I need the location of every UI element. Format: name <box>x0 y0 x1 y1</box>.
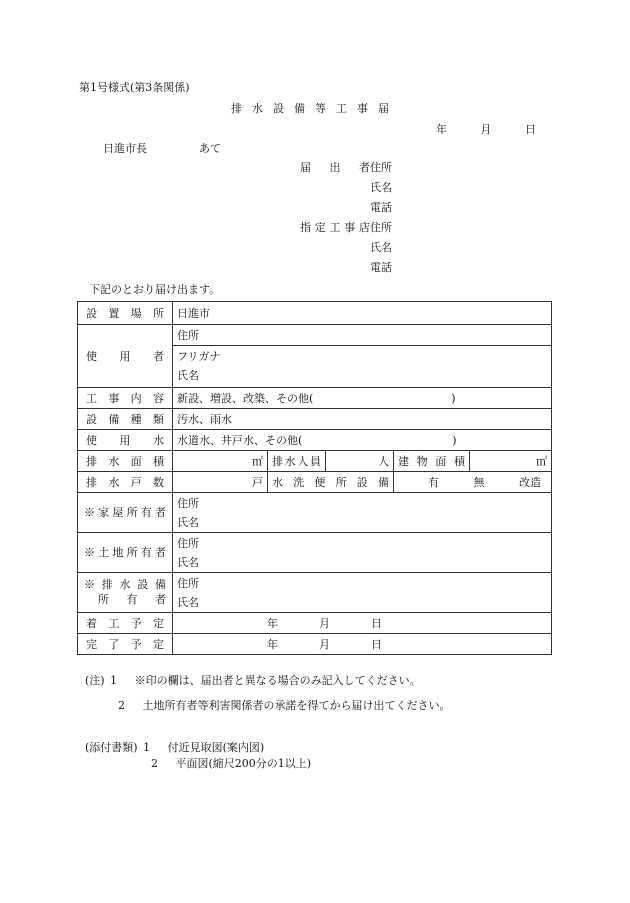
finish-month: 月 <box>319 637 330 651</box>
note-1-text: ※印の欄は、届出者と異なる場合のみ記入してください。 <box>134 674 421 687</box>
equipment-field[interactable]: 汚水、雨水 <box>173 409 552 430</box>
finish-day: 日 <box>371 637 382 651</box>
drain-area-field[interactable]: ㎡ <box>173 451 268 472</box>
form-number: 第1号様式(第3条関係) <box>79 81 190 94</box>
row-areas <box>78 451 552 472</box>
water-label: 使用水 <box>78 430 173 451</box>
note-2 <box>118 700 451 711</box>
notes-prefix: (注) <box>85 674 105 687</box>
date-month: 月 <box>480 123 492 136</box>
submission-date[interactable] <box>436 124 536 135</box>
row-water <box>78 430 552 451</box>
finish-field[interactable] <box>173 634 552 655</box>
row-work <box>78 388 552 409</box>
equip-owner-label-line2: 所有者 <box>98 592 166 606</box>
note-1 <box>85 675 421 686</box>
applicant-name-label: 氏名 <box>370 181 392 194</box>
start-label: 着工予定 <box>78 613 173 634</box>
attachments-prefix: (添付書類) <box>85 741 138 754</box>
applicant-name-row[interactable] <box>370 182 392 193</box>
building-area-field[interactable]: ㎡ <box>470 451 552 472</box>
attachment-2-text: 平面図(縮尺200分の1以上) <box>175 757 312 770</box>
contractor-name-label: 氏名 <box>370 241 392 254</box>
house-owner-address-label: 住所 <box>177 496 199 510</box>
date-day: 日 <box>525 123 536 136</box>
date-year: 年 <box>436 123 447 136</box>
households-field[interactable]: 戸 <box>173 472 268 493</box>
note-1-number: 1 <box>110 674 118 687</box>
equip-owner-name-label: 氏名 <box>177 595 199 609</box>
attachment-2 <box>151 758 311 769</box>
equip-owner-address-label: 住所 <box>177 576 199 590</box>
addressee-suffix: あて <box>199 142 221 155</box>
start-day: 日 <box>371 616 382 630</box>
row-start <box>78 613 552 634</box>
attachment-2-number: 2 <box>151 757 158 770</box>
equip-owner-field[interactable] <box>173 573 552 613</box>
drain-people-field[interactable]: 人 <box>326 451 394 472</box>
user-label: 使用者 <box>78 325 173 388</box>
equip-owner-label-line1: ※排水設備 <box>84 577 166 591</box>
applicant-label: 届出者 <box>300 161 370 174</box>
row-house-owner <box>78 493 552 533</box>
start-field[interactable] <box>173 613 552 634</box>
addressee-name: 日進市長 <box>103 142 147 155</box>
location-label: 設置場所 <box>78 302 173 325</box>
document-title: 排水設備等工事届 <box>231 102 399 115</box>
water-options: 水道水、井戸水、その他( <box>177 433 303 447</box>
land-owner-field[interactable] <box>173 533 552 573</box>
equip-owner-label <box>78 573 173 613</box>
row-location <box>78 302 552 325</box>
addressee <box>103 143 221 154</box>
attachment-1-number: 1 <box>143 741 151 754</box>
row-user <box>78 325 552 388</box>
equipment-label: 設備種類 <box>78 409 173 430</box>
attachment-1 <box>85 742 264 753</box>
land-owner-address-label: 住所 <box>177 536 199 550</box>
applicant-phone-row[interactable] <box>370 202 392 213</box>
contractor-name-row[interactable] <box>370 242 392 253</box>
flush-toilet-field[interactable] <box>394 472 552 493</box>
user-name-label: 氏名 <box>177 368 199 382</box>
house-owner-name-label: 氏名 <box>177 515 199 529</box>
building-area-label: 建物面積 <box>394 451 470 472</box>
water-field[interactable] <box>173 430 552 451</box>
land-owner-name-label: 氏名 <box>177 555 199 569</box>
contractor-phone-label: 電話 <box>370 261 392 274</box>
applicant-address-row[interactable] <box>300 162 392 173</box>
applicant-address-label: 住所 <box>370 161 392 174</box>
attachment-1-text: 付近見取図(案内図) <box>167 741 265 754</box>
row-land-owner <box>78 533 552 573</box>
note-2-number: 2 <box>118 699 125 712</box>
note-2-text: 土地所有者等利害関係者の承諾を得てから届け出てください。 <box>142 699 451 712</box>
water-close-paren: ) <box>452 433 457 447</box>
location-field[interactable]: 日進市 <box>173 302 552 325</box>
intro-text: 下記のとおり届け出ます。 <box>89 283 221 296</box>
start-year: 年 <box>267 616 278 630</box>
row-households <box>78 472 552 493</box>
house-owner-field[interactable] <box>173 493 552 533</box>
land-owner-label: ※土地所有者 <box>78 533 173 573</box>
work-options: 新設、増設、改築、その他( <box>177 391 314 405</box>
flush-toilet-remodel[interactable]: 改造 <box>519 475 542 489</box>
flush-toilet-no[interactable]: 無 <box>473 475 485 489</box>
row-equipment <box>78 409 552 430</box>
contractor-address-row[interactable] <box>300 222 392 233</box>
application-table <box>77 301 552 655</box>
contractor-address-label: 住所 <box>370 221 392 234</box>
work-field[interactable] <box>173 388 552 409</box>
drain-area-label: 排水面積 <box>78 451 173 472</box>
user-name-cell <box>173 345 551 387</box>
user-furigana-label: フリガナ <box>177 349 221 363</box>
start-month: 月 <box>319 616 330 630</box>
households-label: 排水戸数 <box>78 472 173 493</box>
work-label: 工事内容 <box>78 388 173 409</box>
contractor-phone-row[interactable] <box>370 262 392 273</box>
user-field[interactable] <box>173 325 552 388</box>
flush-toilet-label: 水洗便所設備 <box>268 472 394 493</box>
contractor-label: 指定工事店 <box>300 221 370 234</box>
flush-toilet-yes[interactable]: 有 <box>428 475 439 489</box>
finish-year: 年 <box>267 637 278 651</box>
drain-people-label: 排水人員 <box>268 451 326 472</box>
house-owner-label: ※家屋所有者 <box>78 493 173 533</box>
user-address-label: 住所 <box>177 328 199 342</box>
finish-label: 完了予定 <box>78 634 173 655</box>
applicant-phone-label: 電話 <box>370 201 392 214</box>
row-equip-owner <box>78 573 552 613</box>
work-close-paren: ) <box>451 391 456 405</box>
row-finish <box>78 634 552 655</box>
